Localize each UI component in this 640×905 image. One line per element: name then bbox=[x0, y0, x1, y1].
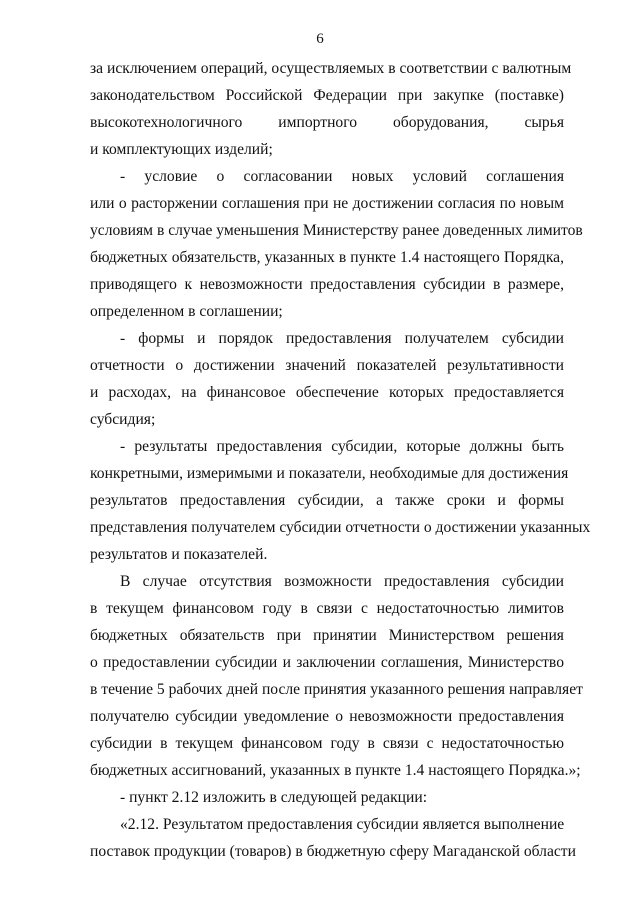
text-line: и комплектующих изделий; bbox=[90, 141, 273, 158]
text-line: определенном в соглашении; bbox=[90, 303, 283, 320]
document-body bbox=[90, 55, 591, 865]
text-line: бюджетных обязательств при принятии Министерством решения bbox=[90, 627, 564, 644]
text-line: бюджетных ассигнований, указанных в пункте 1.4 настоящего Порядка.»; bbox=[90, 762, 581, 779]
text-line: результатов предоставления субсидии, а также сроки и формы bbox=[90, 492, 564, 509]
text-line: субсидии в текущем финансовом году в связи с недостаточностью bbox=[90, 735, 564, 752]
text-line: или о расторжении соглашения при не достижении согласия по новым bbox=[90, 195, 564, 212]
page-number: 6 bbox=[316, 31, 324, 47]
text-line: приводящего к невозможности предоставления субсидии в размере, bbox=[90, 276, 564, 293]
text-line: за исключением операций, осуществляемых в соответствии с валютным bbox=[90, 60, 572, 77]
list-item-line: - формы и порядок предоставления получателем субсидии bbox=[120, 330, 564, 347]
text-line: законодательством Российской Федерации при закупке (поставке) bbox=[90, 87, 564, 104]
text-line: получателю субсидии уведомление о невозможности предоставления bbox=[90, 708, 564, 725]
list-item-line: - условие о согласовании новых условий соглашения bbox=[120, 168, 564, 185]
text-line: о предоставлении субсидии и заключении соглашения, Министерство bbox=[90, 654, 564, 671]
text-line: и расходах, на финансовое обеспечение которых предоставляется bbox=[90, 384, 564, 401]
list-item-line: - пункт 2.12 изложить в следующей редакции: bbox=[120, 789, 428, 806]
text-line: отчетности о достижении значений показателей результативности bbox=[90, 357, 564, 374]
paragraph-line: В случае отсутствия возможности предоставления субсидии bbox=[120, 573, 564, 590]
text-line: в течение 5 рабочих дней после принятия указанного решения направляет bbox=[90, 681, 583, 698]
text-line: поставок продукции (товаров) в бюджетную сферу Магаданской области bbox=[90, 843, 576, 860]
text-line: субсидия; bbox=[90, 411, 156, 428]
paragraph-line: «2.12. Результатом предоставления субсидии является выполнение bbox=[120, 816, 565, 833]
text-line: высокотехнологичного импортного оборудования, сырья bbox=[90, 114, 564, 131]
text-line: представления получателем субсидии отчетности о достижении указанных bbox=[90, 519, 591, 536]
text-line: бюджетных обязательств, указанных в пункте 1.4 настоящего Порядка, bbox=[90, 249, 564, 266]
text-line: в текущем финансовом году в связи с недостаточностью лимитов bbox=[90, 600, 564, 617]
text-line: условиям в случае уменьшения Министерству ранее доведенных лимитов bbox=[90, 222, 583, 239]
text-line: конкретными, измеримыми и показатели, необходимые для достижения bbox=[90, 465, 569, 482]
list-item-line: - результаты предоставления субсидии, которые должны быть bbox=[120, 438, 564, 455]
text-line: результатов и показателей. bbox=[90, 546, 268, 563]
